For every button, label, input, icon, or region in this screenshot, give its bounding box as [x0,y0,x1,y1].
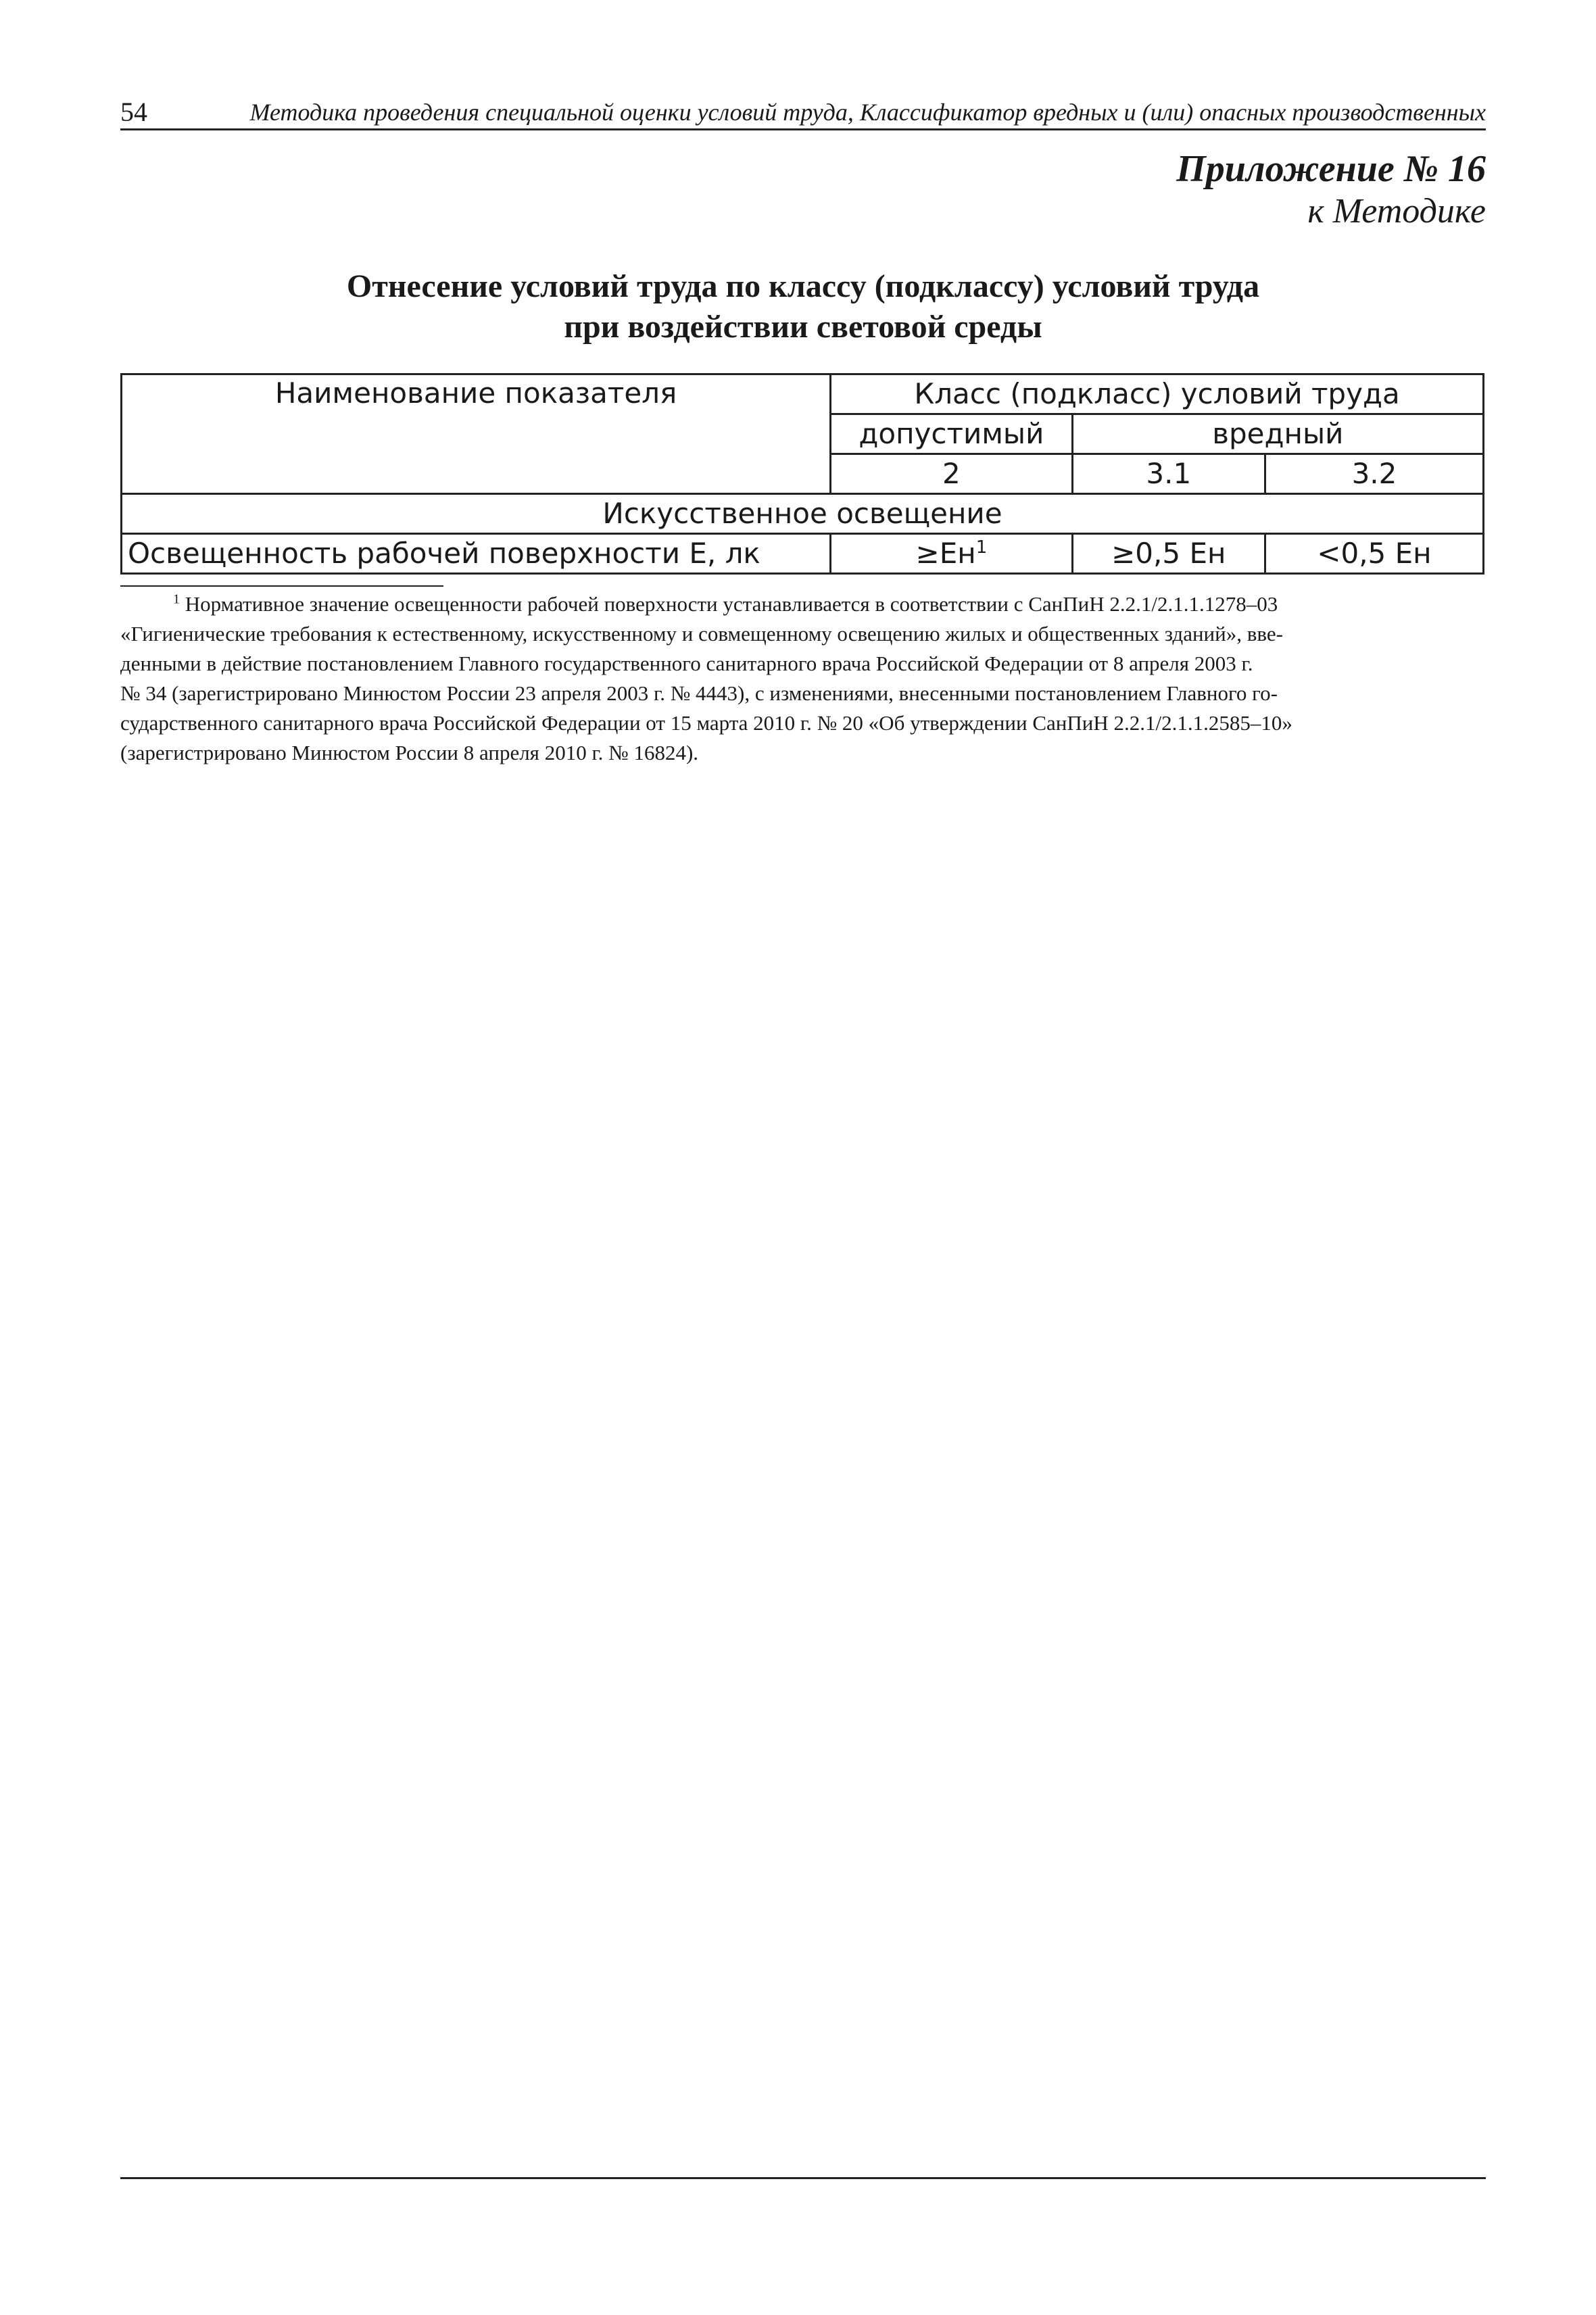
footnote [120,589,1486,768]
document-title [120,266,1486,347]
page-bottom-rule [120,2177,1486,2179]
table-section-row [122,494,1484,534]
footnote-line: $^1$ Нормативное значение освещенности рабочей поверхности устанавливается в соответствии с СанПиН 2.2.1/2.1.1.1278–03 [173,591,1278,616]
footnote-separator [120,585,443,587]
page-header [120,96,1486,130]
footnote-reference: 1 [975,537,988,558]
running-title: Методика проведения специальной оценки условий труда, Классификатор вредных и (или) опасных производственных [249,99,1486,126]
appendix-label [1176,147,1486,233]
footnote-line: «Гигиенические требования к естественному, искусственному и совмещенному освещению жилых и общественных зданий», вве- [120,622,1283,645]
appendix-number: Приложение № 16 [1176,148,1486,190]
footnote-line: сударственного санитарного врача Российской Федерации от 15 марта 2010 г. № 20 «Об утверждении СанПиН 2.2.1/2.1.1.2585–10» [120,711,1292,735]
footnote-line: денными в действие постановлением Главного государственного санитарного врача Российской Федерации от 8 апреля 2003 г. [120,652,1253,675]
appendix-reference: к Методике [1307,192,1486,230]
header-class-3-2: 3.2 [1265,454,1483,494]
value-class-3-2: <0,5 Ен [1265,534,1483,574]
document-title-line-1: Отнесение условий труда по классу (подклассу) условий труда [346,268,1260,304]
document-title-line-2: при воздействии световой среды [564,309,1042,345]
header-class-3-1: 3.1 [1072,454,1265,494]
header-indicator-name: Наименование показателя [122,374,831,494]
value-class-3-1: ≥0,5 Ен [1072,534,1265,574]
header-harmful: вредный [1072,414,1483,454]
indicator-name: Освещенность рабочей поверхности Е, лк [122,534,831,574]
footnote-line: № 34 (зарегистрировано Минюстом России 23 апреля 2003 г. № 4443), с изменениями, внесенными постановлением Главного го- [120,681,1278,705]
header-work-class: Класс (подкласс) условий труда [831,374,1484,414]
table-header-row [122,374,1484,414]
value-class-2 [831,534,1073,574]
footnote-line: (зарегистрировано Минюстом России 8 апреля 2010 г. № 16824). [120,741,699,764]
footnote-marker: 1 [173,591,180,607]
header-permissible: допустимый [831,414,1073,454]
value-class-2-text: ≥Ен [915,537,976,570]
header-class-2: 2 [831,454,1073,494]
classification-table [120,373,1484,575]
section-artificial-lighting: Искусственное освещение [122,494,1484,534]
page-number: 54 [120,97,147,127]
table-row [122,534,1484,574]
